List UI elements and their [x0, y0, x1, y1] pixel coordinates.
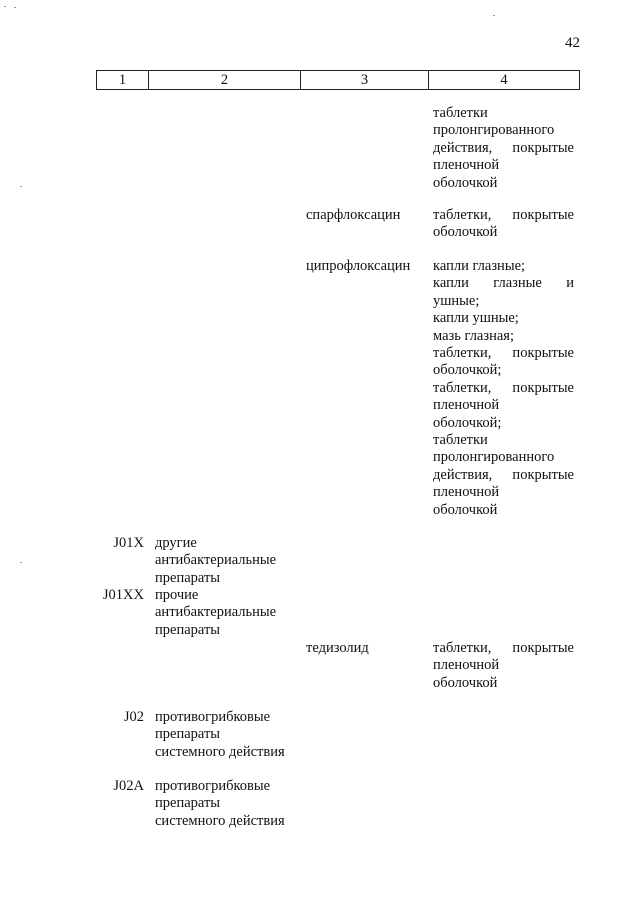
inn-tedizolid: тедизолид: [306, 640, 369, 656]
form-ciprofloxacin: [433, 258, 574, 519]
header-col-2: 2: [148, 71, 300, 89]
form-line: оболочкой;: [433, 362, 502, 379]
name-line: препараты: [155, 726, 221, 743]
atc-code-j02: J02: [123, 709, 144, 725]
scan-speck: [20, 186, 22, 187]
form-line: оболочкой: [433, 501, 498, 518]
form-line: действия, покрытые: [433, 466, 574, 483]
scan-speck: [4, 6, 6, 7]
header-col-3: 3: [300, 71, 428, 89]
table-header-row: [96, 70, 580, 90]
form-line: пленочной: [433, 484, 500, 501]
form-line: оболочкой: [433, 224, 498, 241]
form-line: мазь глазная;: [433, 327, 514, 344]
header-col-4: 4: [428, 71, 580, 89]
name-line: антибактериальные: [155, 604, 277, 621]
name-line: другие: [155, 535, 197, 551]
form-line: ушные;: [433, 292, 480, 309]
form-line: капли глазные;: [433, 258, 526, 274]
form-tedizolid: [433, 640, 574, 692]
form-line: оболочкой;: [433, 414, 502, 431]
name-line: препараты: [155, 621, 221, 638]
form-line: таблетки, покрытые: [433, 207, 574, 223]
form-line: пленочной: [433, 657, 500, 674]
form-sparfloxacin: [433, 207, 574, 242]
form-line: таблетки: [433, 105, 488, 121]
form-line: таблетки, покрытые: [433, 640, 574, 656]
form-line: оболочкой: [433, 674, 498, 691]
form-line: пролонгированного: [433, 449, 555, 466]
form-line: таблетки, покрытые: [433, 379, 574, 396]
name-line: антибактериальные: [155, 552, 277, 569]
header-col-1: 1: [96, 71, 148, 89]
name-line: противогрибковые: [155, 778, 271, 794]
name-line: противогрибковые: [155, 709, 271, 725]
name-line: препараты: [155, 795, 221, 812]
name-line: прочие: [155, 587, 199, 603]
name-line: препараты: [155, 569, 221, 586]
form-line: действия, покрытые: [433, 139, 574, 156]
form-line: пленочной: [433, 157, 500, 174]
scan-speck: [20, 562, 22, 563]
atc-name-j01x: [155, 535, 295, 587]
form-line: капли глазные и: [433, 275, 574, 292]
inn-sparfloxacin: спарфлоксацин: [306, 207, 401, 223]
atc-name-j02: [155, 709, 295, 761]
form-line: таблетки: [433, 432, 488, 449]
name-line: системного действия: [155, 812, 285, 829]
form-line: пленочной: [433, 397, 500, 414]
atc-code-j01xx: J01XX: [102, 587, 144, 603]
form-line: таблетки, покрытые: [433, 345, 574, 362]
form-continued: [433, 105, 574, 192]
form-line: пролонгированного: [433, 122, 555, 139]
atc-name-j01xx: [155, 587, 295, 639]
atc-code-j02a: J02A: [113, 778, 144, 794]
inn-ciprofloxacin: ципрофлоксацин: [306, 258, 411, 274]
page-number: 42: [565, 35, 580, 51]
scan-speck: [493, 15, 495, 16]
form-line: оболочкой: [433, 174, 498, 191]
atc-name-j02a: [155, 778, 295, 830]
atc-code-j01x: J01X: [113, 535, 144, 551]
form-line: капли ушные;: [433, 310, 519, 327]
scan-speck: [14, 7, 16, 8]
name-line: системного действия: [155, 743, 285, 760]
